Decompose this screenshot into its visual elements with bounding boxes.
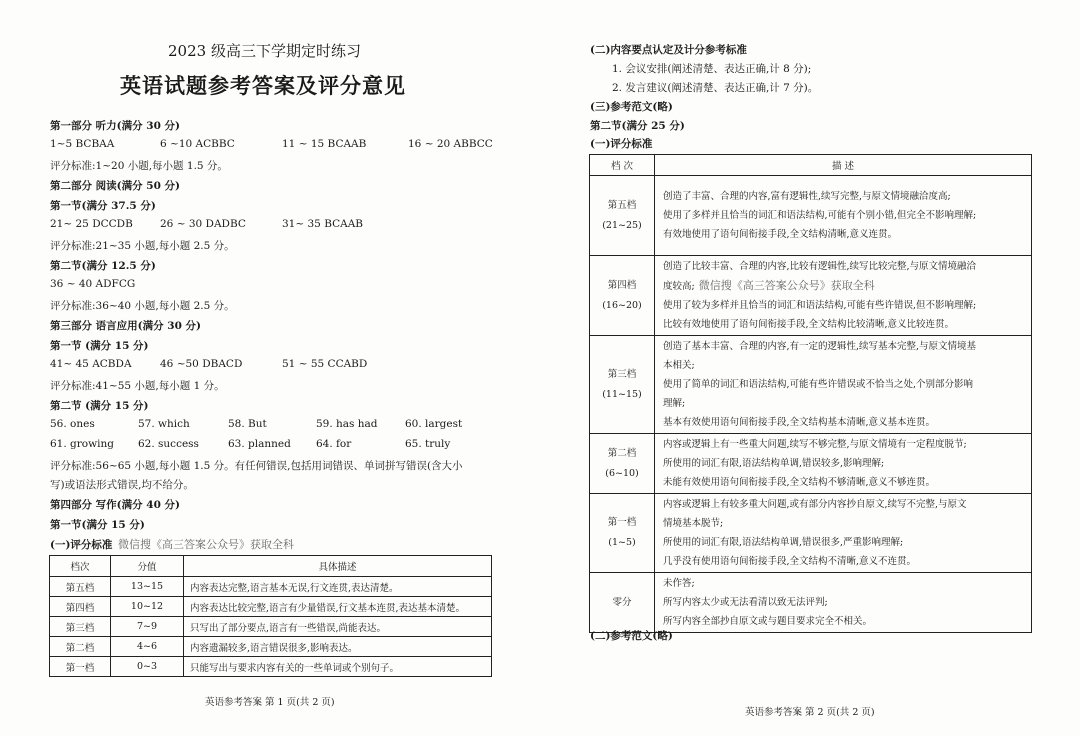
level-cell: 第五档 (21~25) bbox=[590, 176, 655, 256]
scoring-criteria: 评分标准:41~55 小题,每小题 1 分。 bbox=[50, 380, 225, 392]
description-cell: 内容表达完整,语言基本无误,行文连贯,表达清楚。 bbox=[184, 577, 492, 597]
page-title: 英语试题参考答案及评分意见 bbox=[120, 73, 406, 98]
section-heading: 第一节 (满分 15 分) bbox=[50, 340, 149, 352]
table-row bbox=[590, 494, 1032, 573]
description-cell: 内容或逻辑上有较多重大问题,或有部分内容抄自原文,续写不完整,与原文 情境基本脱节; 所使用的词汇有限,语法结构单调,错误很多,严重影响理解; 几乎没有使用语句间衔接手段,全文结构不清晰,意义不连贯。 bbox=[655, 494, 1032, 573]
sample-essay-heading: (三)参考范文(略) bbox=[590, 101, 673, 113]
level-cell: 第四档 bbox=[50, 597, 111, 617]
answer-group: 11 ~ 15 BCAAB bbox=[282, 138, 367, 150]
table-row bbox=[590, 176, 1032, 256]
answer-item: 60. largest bbox=[405, 418, 463, 430]
answer-item: 59. has had bbox=[316, 418, 378, 430]
description-cell: 只能写出与要求内容有关的一些单词或个别句子。 bbox=[184, 657, 492, 677]
answer-group: 46 ~50 DBACD bbox=[160, 358, 243, 370]
table-header: 分值 bbox=[111, 556, 184, 577]
section-heading: 第一节(满分 37.5 分) bbox=[50, 200, 156, 212]
description-cell: 创造了比较丰富、合理的内容,比较有逻辑性,续写比较完整,与原文情境融洽 度较高; 微信搜《高三答案公众号》获取全科 使用了较为多样并且恰当的词汇和语法结构,可能有些许错误,但不影响理解; 比较有效地使用了语句间衔接手段,全文结构比较清晰,意义比较连贯。 bbox=[655, 256, 1032, 336]
sample-essay-heading: (二)参考范文(略) bbox=[590, 630, 673, 642]
answer-item: 61. growing bbox=[50, 438, 114, 450]
description-cell: 内容表达比较完整,语言有少量错误,行文基本连贯,表达基本清楚。 bbox=[184, 597, 492, 617]
answer-group: 1~5 BCBAA bbox=[50, 138, 115, 150]
part2-heading: 第二部分 阅读(满分 50 分) bbox=[50, 180, 181, 192]
answer-group: 51 ~ 55 CCABD bbox=[282, 358, 368, 370]
description-cell: 内容遗漏较多,语言错误很多,影响表达。 bbox=[184, 637, 492, 657]
table-row bbox=[590, 336, 1032, 434]
score-cell: 4~6 bbox=[111, 637, 184, 657]
answer-item: 56. ones bbox=[50, 418, 95, 430]
level-cell: 第三档 (11~15) bbox=[590, 336, 655, 434]
criteria-heading: (一)评分标准 bbox=[590, 138, 653, 150]
answer-group: 41~ 45 ACBDA bbox=[50, 358, 132, 370]
answer-group: 26 ~ 30 DADBC bbox=[160, 218, 246, 230]
answer-group: 6 ~10 ACBBC bbox=[160, 138, 235, 150]
table-header: 描 述 bbox=[655, 155, 1032, 176]
section-heading: 第二节 (满分 15 分) bbox=[50, 400, 149, 412]
writing-scoring-table bbox=[49, 555, 492, 677]
section-heading: 第一节(满分 15 分) bbox=[50, 519, 145, 531]
score-cell: 0~3 bbox=[111, 657, 184, 677]
content-point: 2. 发言建议(阐述清楚、表达正确,计 7 分)。 bbox=[612, 82, 819, 94]
answer-item: 62. success bbox=[138, 438, 199, 450]
level-cell: 第二档 bbox=[50, 637, 111, 657]
section-heading: 第二节(满分 12.5 分) bbox=[50, 260, 156, 272]
answer-item: 57. which bbox=[138, 418, 190, 430]
level-cell: 第五档 bbox=[50, 577, 111, 597]
table-row bbox=[590, 573, 1032, 633]
scoring-criteria: 评分标准:36~40 小题,每小题 2.5 分。 bbox=[50, 300, 235, 312]
watermark: 微信搜《高三答案公众号》获取全科 bbox=[118, 538, 294, 551]
answer-group: 36 ~ 40 ADFCG bbox=[50, 278, 136, 290]
scoring-criteria: 评分标准:56~65 小题,每小题 1.5 分。有任何错误,包括用词错误、单词拼写错误(含大小 bbox=[50, 460, 463, 472]
scoring-criteria: 写)或语法形式错误,均不给分。 bbox=[50, 479, 194, 491]
content-points-heading: (二)内容要点认定及计分参考标准 bbox=[590, 44, 747, 56]
level-cell: 第二档 (6~10) bbox=[590, 434, 655, 494]
answer-item: 64. for bbox=[316, 438, 352, 450]
table-row bbox=[50, 577, 492, 597]
level-cell: 零分 bbox=[590, 573, 655, 633]
answer-group: 16 ~ 20 ABBCC bbox=[408, 138, 493, 150]
description-cell: 创造了基本丰富、合理的内容,有一定的逻辑性,续写基本完整,与原文情境基 本相关; 使用了简单的词汇和语法结构,可能有些许错误或不恰当之处,个别部分影响 理解; 基本有效使用语句间衔接手段,全文结构基本清晰,意义基本连贯。 bbox=[655, 336, 1032, 434]
level-cell: 第一档 bbox=[50, 657, 111, 677]
score-cell: 10~12 bbox=[111, 597, 184, 617]
part4-heading: 第四部分 写作(满分 40 分) bbox=[50, 499, 181, 511]
table-row bbox=[50, 617, 492, 637]
level-cell: 第三档 bbox=[50, 617, 111, 637]
description-cell: 创造了丰富、合理的内容,富有逻辑性,续写完整,与原文情境融洽度高; 使用了多样并且恰当的词汇和语法结构,可能有个别小错,但完全不影响理解; 有效地使用了语句间衔接手段,全文结构清晰,意义连贯。 bbox=[655, 176, 1032, 256]
scoring-criteria: 评分标准:1~20 小题,每小题 1.5 分。 bbox=[50, 160, 228, 172]
watermark: 微信搜《高三答案公众号》获取全科 bbox=[698, 279, 875, 292]
page-footer: 英语参考答案 第 1 页(共 2 页) bbox=[205, 697, 335, 708]
continuation-scoring-table bbox=[589, 154, 1032, 633]
score-cell: 13~15 bbox=[111, 577, 184, 597]
exam-header-line: 2023 级高三下学期定时练习 bbox=[168, 42, 361, 60]
level-cell: 第一档 (1~5) bbox=[590, 494, 655, 573]
table-header: 档 次 bbox=[590, 155, 655, 176]
table-header: 具体描述 bbox=[184, 556, 492, 577]
table-row bbox=[50, 657, 492, 677]
answer-group: 31~ 35 BCAAB bbox=[282, 218, 364, 230]
page-footer: 英语参考答案 第 2 页(共 2 页) bbox=[745, 707, 875, 718]
table-header: 档次 bbox=[50, 556, 111, 577]
answer-item: 65. truly bbox=[405, 438, 451, 450]
answer-item: 58. But bbox=[228, 418, 267, 430]
content-point: 1. 会议安排(阐述清楚、表达正确,计 8 分); bbox=[612, 63, 812, 75]
answer-group: 21~ 25 DCCDB bbox=[50, 218, 133, 230]
description-cell: 未作答; 所写内容太少或无法看清以致无法评判; 所写内容全部抄自原文或与题目要求完全不相关。 bbox=[655, 573, 1032, 633]
description-cell: 内容或逻辑上有一些重大问题,续写不够完整,与原文情境有一定程度脱节; 所使用的词汇有限,语法结构单调,错误较多,影响理解; 未能有效使用语句间衔接手段,全文结构不够清晰,意义不够连贯。 bbox=[655, 434, 1032, 494]
table-row bbox=[590, 256, 1032, 336]
table-row bbox=[50, 597, 492, 617]
scoring-criteria: 评分标准:21~35 小题,每小题 2.5 分。 bbox=[50, 240, 235, 252]
part1-heading: 第一部分 听力(满分 30 分) bbox=[50, 120, 181, 132]
table-row bbox=[590, 434, 1032, 494]
part3-heading: 第三部分 语言应用(满分 30 分) bbox=[50, 320, 202, 332]
table-row bbox=[50, 637, 492, 657]
section-heading: 第二节(满分 25 分) bbox=[590, 120, 685, 132]
description-cell: 只写出了部分要点,语言有一些错误,尚能表达。 bbox=[184, 617, 492, 637]
level-cell: 第四档 (16~20) bbox=[590, 256, 655, 336]
criteria-heading: (一)评分标准 bbox=[50, 539, 113, 551]
score-cell: 7~9 bbox=[111, 617, 184, 637]
answer-item: 63. planned bbox=[228, 438, 291, 450]
